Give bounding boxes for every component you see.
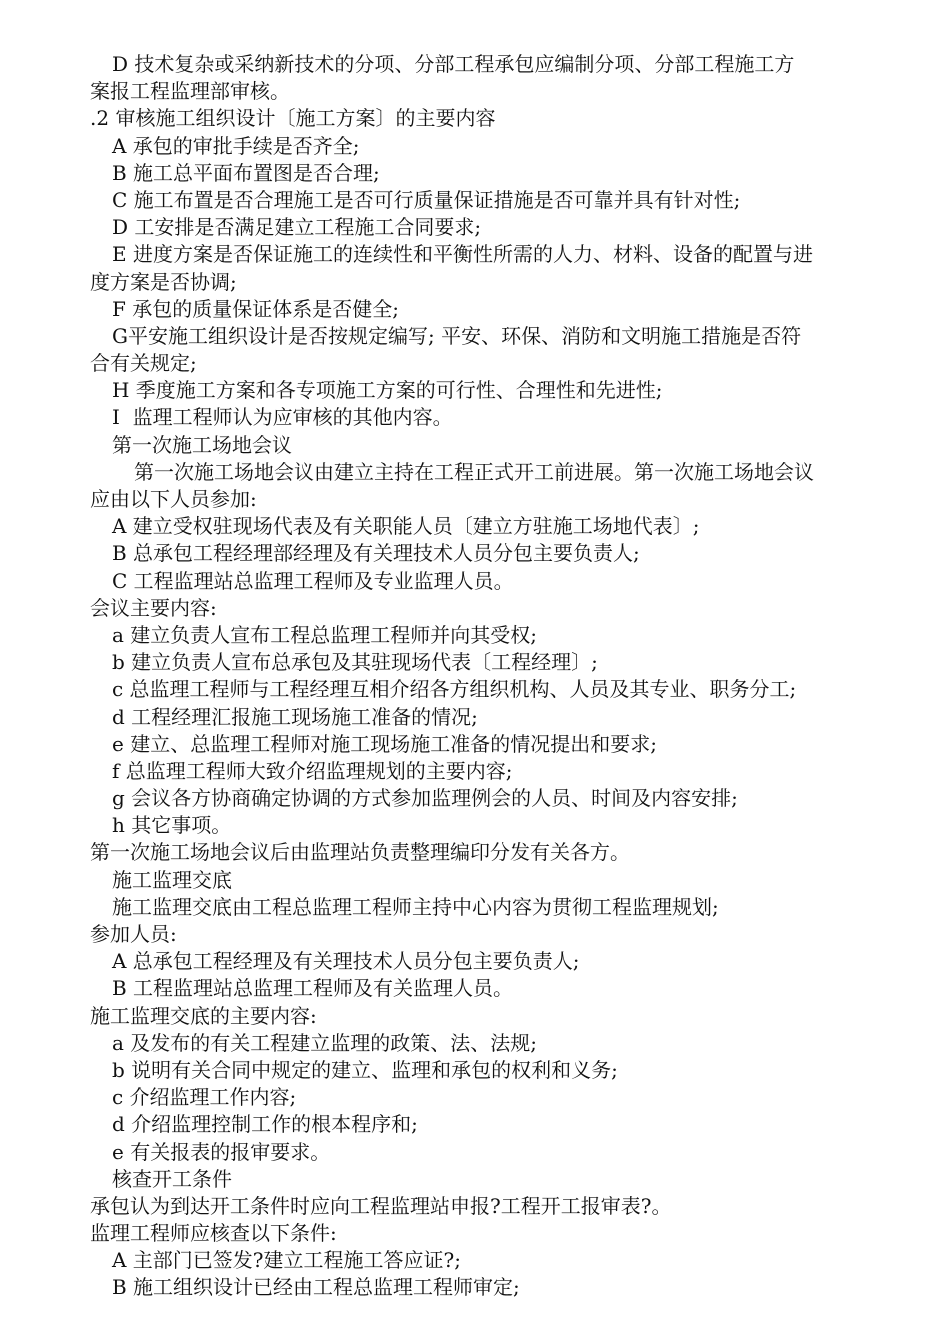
text-line: B 施工总平面布置图是否合理; — [112, 160, 380, 185]
text-line: 第一次施工场地会议由建立主持在工程正式开工前进展。第一次施工场地会议 — [134, 459, 814, 484]
text-line: 度方案是否协调; — [90, 269, 237, 294]
text-line: I 监理工程师认为应审核的其他内容。 — [112, 405, 453, 430]
text-line: A 总承包工程经理及有关理技术人员分包主要负责人; — [112, 949, 580, 974]
text-line: B 总承包工程经理部经理及有关理技术人员分包主要负责人; — [112, 541, 640, 566]
text-line: 承包认为到达开工条件时应向工程监理站申报?工程开工报审表?。 — [90, 1193, 672, 1218]
text-line: G平安施工组织设计是否按规定编写; 平安、环保、消防和文明施工措施是否符 — [112, 323, 802, 348]
text-line: b 说明有关合同中规定的建立、监理和承包的权利和义务; — [112, 1057, 618, 1082]
text-line: E 进度方案是否保证施工的连续性和平衡性所需的人力、材料、设备的配置与进 — [112, 242, 813, 267]
text-line: 施工监理交底 — [112, 867, 232, 892]
text-line: 监理工程师应核查以下条件: — [90, 1221, 337, 1246]
text-line: d 工程经理汇报施工现场施工准备的情况; — [112, 704, 478, 729]
text-line: 会议主要内容: — [90, 595, 217, 620]
text-line: e 建立、总监理工程师对施工现场施工准备的情况提出和要求; — [112, 731, 657, 756]
text-line: D 工安排是否满足建立工程施工合同要求; — [112, 215, 482, 240]
text-line: 案报工程监理部审核。 — [90, 79, 290, 104]
text-line: b 建立负责人宣布总承包及其驻现场代表〔工程经理〕; — [112, 650, 598, 675]
text-line: C 工程监理站总监理工程师及专业监理人员。 — [112, 568, 514, 593]
text-line: f 总监理工程师大致介绍监理规划的主要内容; — [112, 758, 513, 783]
text-line: 参加人员: — [90, 922, 177, 946]
text-line: d 介绍监理控制工作的根本程序和; — [112, 1112, 418, 1137]
text-line: D 技术复杂或采纳新技术的分项、分部工程承包应编制分项、分部工程施工方 — [112, 52, 795, 76]
text-line: a 及发布的有关工程建立监理的政策、法、法规; — [112, 1030, 538, 1055]
text-line: 核查开工条件 — [112, 1166, 232, 1191]
text-line: H 季度施工方案和各专项施工方案的可行性、合理性和先进性; — [112, 378, 663, 403]
text-line: A 承包的审批手续是否齐全; — [112, 133, 360, 158]
text-line: 施工监理交底由工程总监理工程师主持中心内容为贯彻工程监理规划; — [112, 894, 719, 919]
text-line: .2 审核施工组织设计〔施工方案〕的主要内容 — [90, 106, 496, 131]
text-line: C 施工布置是否合理施工是否可行质量保证措施是否可靠并具有针对性; — [112, 187, 741, 212]
text-line: F 承包的质量保证体系是否健全; — [112, 296, 399, 321]
text-line: 施工监理交底的主要内容: — [90, 1003, 317, 1028]
text-line: B 工程监理站总监理工程师及有关监理人员。 — [112, 976, 514, 1001]
text-line: A 建立受权驻现场代表及有关职能人员〔建立方驻施工场地代表〕; — [112, 514, 700, 539]
text-line: h 其它事项。 — [112, 813, 232, 838]
text-line: c 总监理工程师与工程经理互相介绍各方组织机构、人员及其专业、职务分工; — [112, 677, 797, 702]
document-body — [90, 51, 910, 1302]
text-line: 应由以下人员参加: — [90, 487, 257, 511]
text-line: 第一次施工场地会议 — [112, 432, 292, 457]
text-line: c 介绍监理工作内容; — [112, 1085, 297, 1110]
text-line: e 有关报表的报审要求。 — [112, 1139, 331, 1164]
text-line: A 主部门已签发?建立工程施工答应证?; — [112, 1248, 461, 1273]
text-line: 第一次施工场地会议后由监理站负责整理编印分发有关各方。 — [90, 840, 630, 865]
text-line: 合有关规定; — [90, 351, 197, 376]
text-line: a 建立负责人宣布工程总监理工程师并向其受权; — [112, 622, 538, 647]
text-line: B 施工组织设计已经由工程总监理工程师审定; — [112, 1275, 520, 1300]
text-line: g 会议各方协商确定协调的方式参加监理例会的人员、时间及内容安排; — [112, 786, 738, 811]
